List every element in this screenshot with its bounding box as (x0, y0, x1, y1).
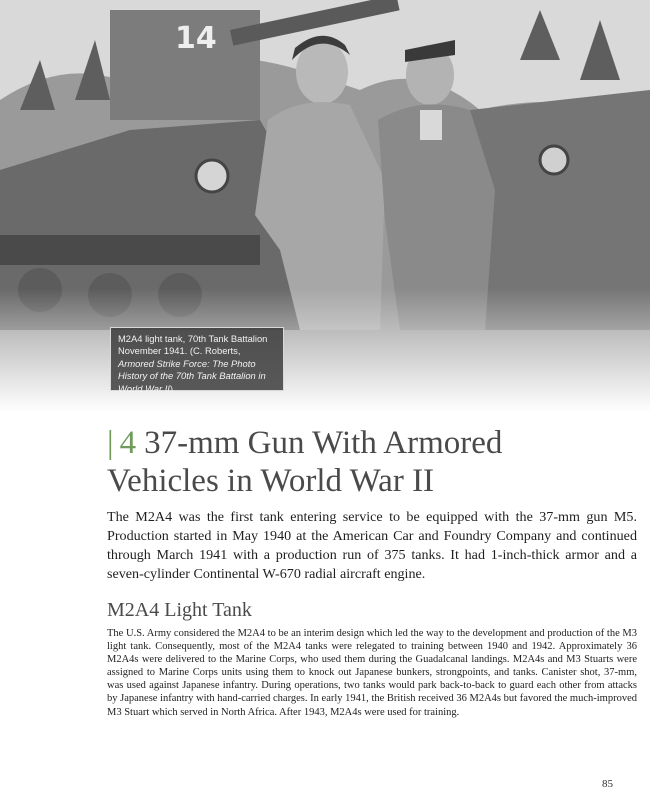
intro-paragraph: The M2A4 was the first tank entering service to be equipped with the 37-mm gun M5. Production started in May 1940 at the American Car and Foundry Company and continued through March 1941 with a production run of 375 tanks. It had 1-inch-thick armor and a seven-cylinder Continental W-670 radial aircraft engine. (107, 509, 637, 582)
section-title: M2A4 Light Tank (107, 599, 252, 621)
page-number: 85 (602, 778, 613, 790)
heading-bar: | (107, 425, 114, 461)
chapter-heading (107, 424, 607, 500)
turret-number: 14 (175, 21, 217, 56)
caption-text: M2A4 light tank, 70th Tank Battalion November 1941. (C. Roberts, (118, 333, 268, 357)
caption-source-title: Armored Strike Force: The Photo History of the 70th Tank Battalion in World War II (118, 357, 266, 394)
chapter-title: 37-mm Gun With Armored Vehicles in World War II (107, 425, 503, 499)
section-body: The U.S. Army considered the M2A4 to be an interim design which led the way to the development and production of the M3 light tank. Consequently, most of the M2A4 tanks were relegated to training between 1940 and 1942. Approximately 36 M2A4s were delivered to the Marine Corps, who used them during the Guadalcanal landings. M2A4s and M3 Stuarts were assigned to Marine Corps units using them to knock out Japanese bunkers, strongpoints, and tanks. Canister shot, 37-mm, was used against Japanese infantry. During operations, two tanks would park back-to-back to guard each other from attacks by Japanese infantry with hand-carried charges. In early 1941, the British received 36 M2A4s but favored the much-improved M3 Stuart which served in North Africa. After 1943, M2A4s were used for training. (107, 628, 637, 718)
photo-caption (110, 327, 284, 394)
chapter-number: 4 (119, 425, 137, 461)
caption-end: ) (169, 382, 174, 394)
